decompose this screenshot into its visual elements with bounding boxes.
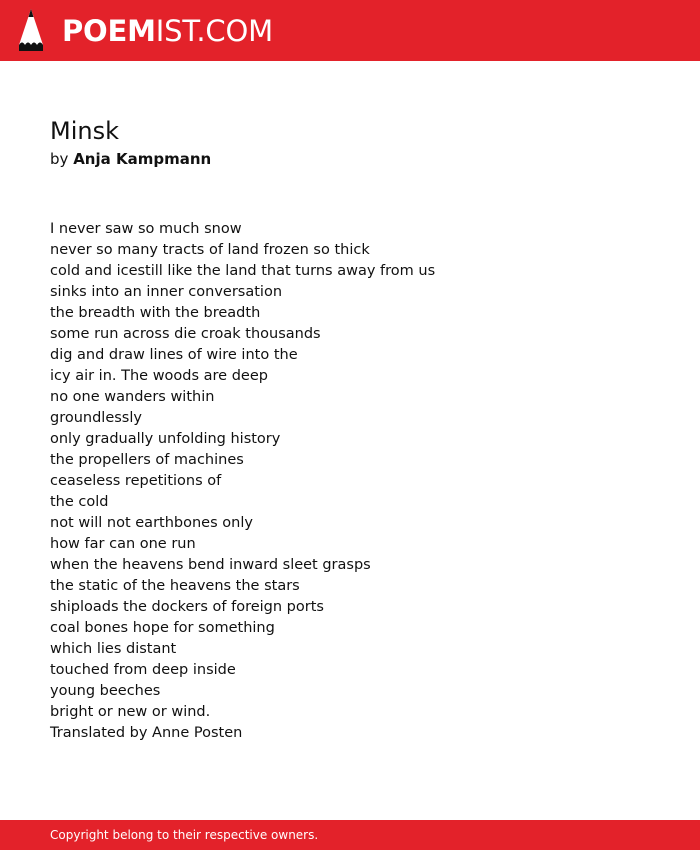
poem-line: touched from deep inside <box>50 662 236 678</box>
poem-line: ceaseless repetitions of <box>50 473 222 489</box>
brand-strong: POEM <box>62 14 156 48</box>
poem-body <box>50 219 435 744</box>
poem-line: not will not earthbones only <box>50 515 253 531</box>
poem-line: no one wanders within <box>50 389 215 405</box>
poem-line: some run across die croak thousands <box>50 326 321 342</box>
poem-line: the propellers of machines <box>50 452 244 468</box>
poem-line: the breadth with the breadth <box>50 305 261 321</box>
site-header <box>0 0 700 61</box>
poem-line: cold and icestill like the land that turns away from us <box>50 263 436 279</box>
poem-byline <box>50 149 211 169</box>
copyright-notice: Copyright belong to their respective owners. <box>50 828 319 842</box>
poem-title: Minsk <box>50 117 119 145</box>
brand-light: IST.COM <box>155 14 273 48</box>
poem-line: young beeches <box>50 683 161 699</box>
poem-line: when the heavens bend inward sleet grasps <box>50 557 371 573</box>
poem-line: groundlessly <box>50 410 142 426</box>
author-name: Anja Kampmann <box>73 150 212 168</box>
pencil-tip-icon[interactable] <box>17 9 45 51</box>
poem-line: never so many tracts of land frozen so thick <box>50 242 370 258</box>
poem-line: dig and draw lines of wire into the <box>50 347 298 363</box>
site-logo-text[interactable] <box>62 12 273 50</box>
poem-line: bright or new or wind. <box>50 704 211 720</box>
poem-line: shiploads the dockers of foreign ports <box>50 599 324 615</box>
poem-line: which lies distant <box>50 641 177 657</box>
poem-line: how far can one run <box>50 536 196 552</box>
poem-line: icy air in. The woods are deep <box>50 368 268 384</box>
poem-line: I never saw so much snow <box>50 221 242 237</box>
poem-line: the cold <box>50 494 109 510</box>
poem-line: only gradually unfolding history <box>50 431 281 447</box>
poem-line: coal bones hope for something <box>50 620 275 636</box>
by-label: by <box>50 150 69 168</box>
translator-credit: Translated by Anne Posten <box>50 725 243 741</box>
poem-line: sinks into an inner conversation <box>50 284 283 300</box>
poem-line: the static of the heavens the stars <box>50 578 300 594</box>
site-footer <box>0 820 700 850</box>
